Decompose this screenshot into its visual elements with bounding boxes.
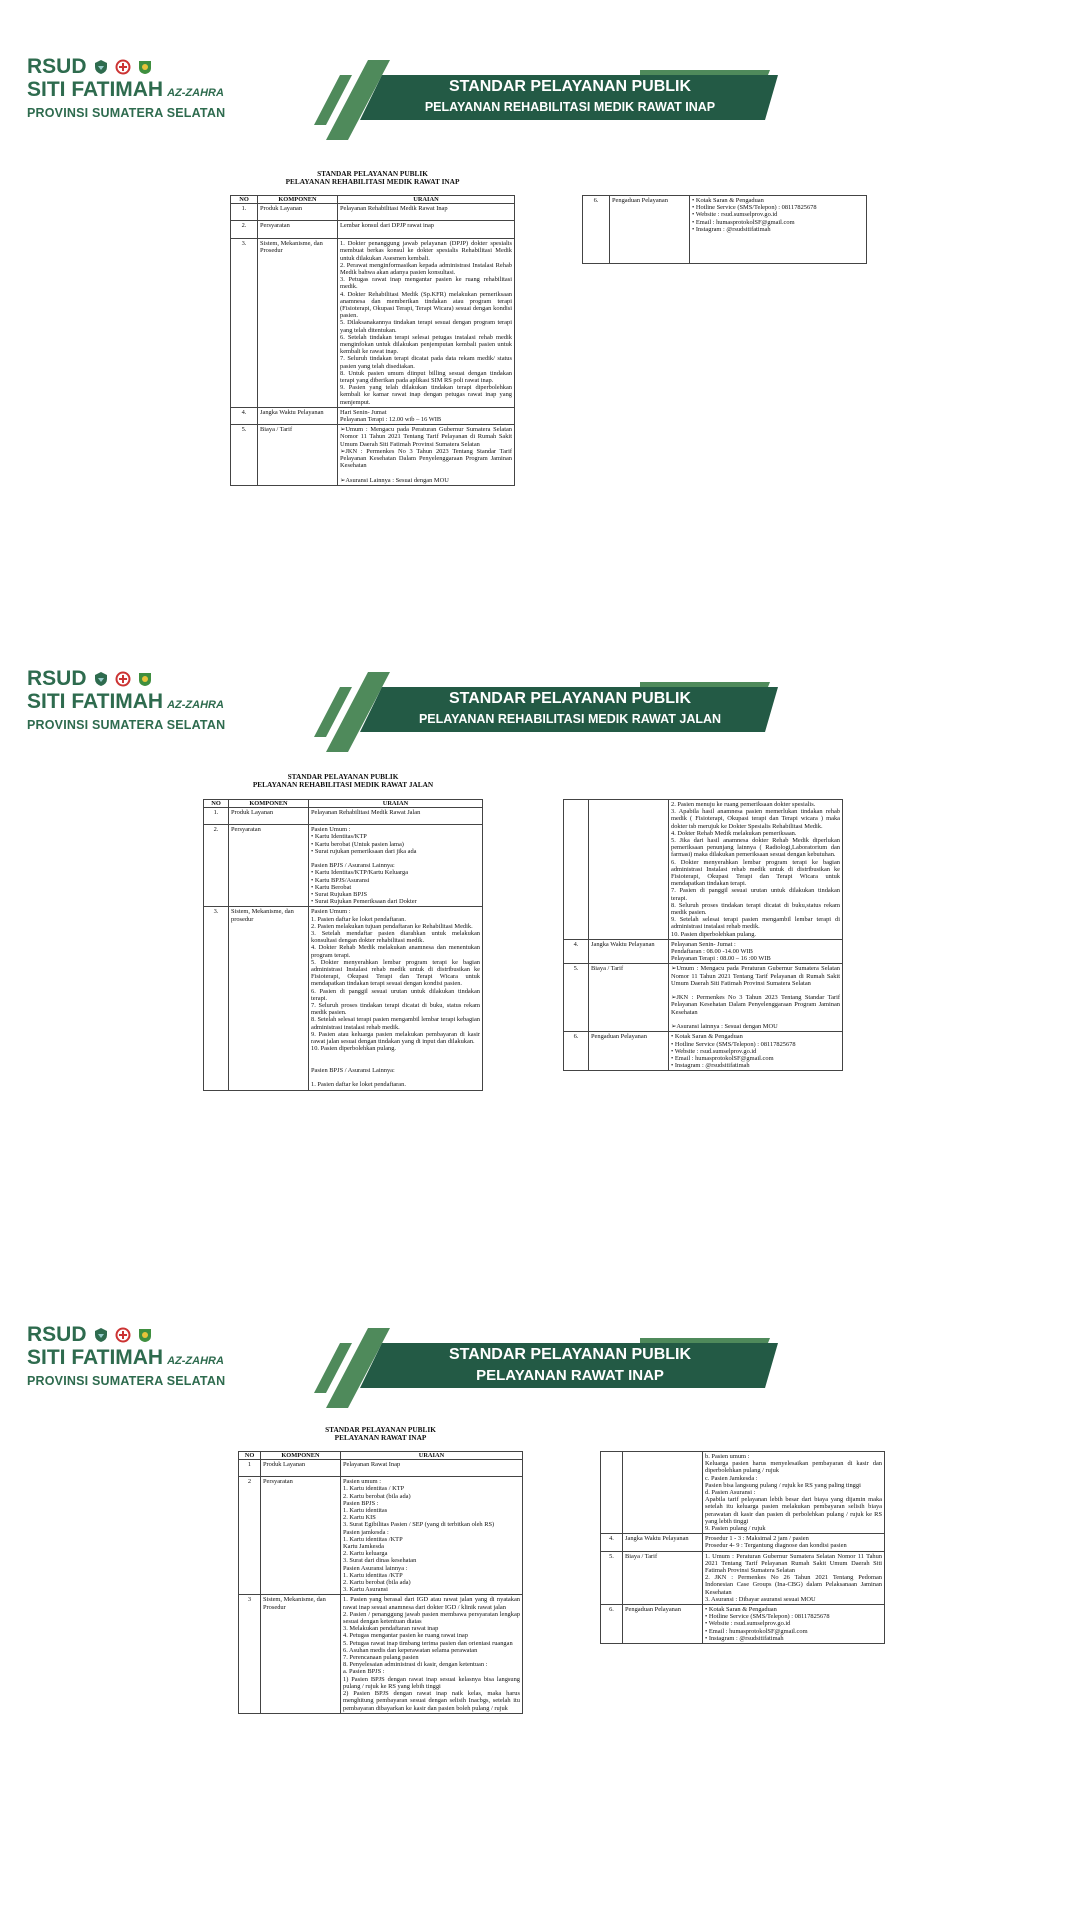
header-no: NO [239,1452,261,1460]
row-no: 6. [583,196,610,264]
title-banner [310,60,780,130]
document-title [230,170,515,186]
row-no: 4. [564,939,589,964]
header-komponen: KOMPONEN [261,1452,341,1460]
row-uraian: Hari Senin- Jumat Pelayanan Terapi : 12.00 wib – 16 WIB [338,407,515,424]
table-row [601,1605,885,1644]
header-no: NO [231,196,258,204]
row-komponen: Persyaratan [258,221,338,239]
logo-line3: PROVINSI SUMATERA SELATAN [27,718,226,732]
table-row [564,1032,843,1071]
standard-table-right [563,799,843,1071]
row-komponen: Biaya / Tarif [623,1551,703,1604]
table-header-row [231,196,515,204]
row-komponen: Sistem, Mekanisme, dan prosedur [229,907,309,1090]
table-row [204,808,483,825]
table-row [204,825,483,907]
row-uraian: Pelayanan Rehabilitasi Medik Rawat Inap [338,204,515,221]
row-komponen: Sistem, Mekanisme, dan Prosedur [258,239,338,408]
banner-title: STANDAR PELAYANAN PUBLIK [448,690,692,707]
document-title [203,773,483,789]
row-no: 4. [601,1534,623,1551]
row-komponen: Persyaratan [261,1477,341,1595]
row-no: 5. [231,425,258,486]
shield-emblem-icon [93,59,109,75]
table-row [239,1595,523,1713]
row-no: 1. [231,204,258,221]
row-uraian: 2. Pasien menuju ke ruang pemeriksaan dokter spesialis. 3. Apabila hasil anamnesa pasien memerlukan tindakan rehab medik ( Fisioterapi, Okupasi terapi dan Terapi wicara ) maka dokter tsb merujuk ke Dokter Spesialis Rehabilitasi Medik. 4. Dokter Rehab Medik melakukan pemeriksaan. 5. Jika dari hasil anamnesa dokter Rehab Medik diperlukan pemeriksaan penunjang lainnya ( Radiologi,Laboratorium dan farmasi) maka dilakukan pemeriksaan sesuai dengan kebutuhan. 6. Dokter menyerahkan lembar program terapi ke bagian administrasi Instalasi rehab medik untuk di distribusikan ke Fisioterapi, Okupasi Terapi dan Terapi Wicara untuk mendapatkan tindakan terapi. 7. Pasien di panggil sesuai urutan untuk dilakukan tindakan terapi. 8. Seluruh proses tindakan terapi dicatat di buku,status rekam medik pasien. 9. Setelah selesai terapi pasien mengambil lembar terapi di administrasi instalasi rehab medik. 10. Pasien diperbolehkan pulang. [669,800,843,940]
cross-emblem-icon [115,671,131,687]
table-row [239,1460,523,1477]
logo-line3: PROVINSI SUMATERA SELATAN [27,1374,226,1388]
header-uraian: URAIAN [338,196,515,204]
standard-table-right [600,1451,885,1644]
row-komponen [589,800,669,940]
table-header-row [204,800,483,808]
logo-line1: RSUD [27,667,87,690]
section-rehab-rawat-jalan [0,640,1080,1300]
row-komponen: Produk Layanan [229,808,309,825]
row-no: 4. [231,407,258,424]
row-uraian: • Kotak Saran & Pengaduan • Hotline Service (SMS/Telepon) : 08117825678 • Website : rsud.sumselprov.go.id • Email : humasprotokolSF@gmail.com • Instagram : @rsudsitifatimah [690,196,867,264]
document-title [238,1426,523,1442]
row-komponen: Pengaduan Pelayanan [623,1605,703,1644]
row-komponen: Jangka Waktu Pelayanan [589,939,669,964]
row-uraian: Pasien umum : 1. Kartu identitas / KTP 2. Kartu berobat (bila ada) Pasien BPJS : 1. Kartu identitas 2. Kartu KIS 3. Surat Egibilitas Pasien / SEP (yang di terbitkan oleh RS) Pasien jamkesda : 1. Kartu identitas /KTP Kartu Jamkesda 2. Kartu keluarga 3. Surat dari dinas kesehatan Pasien Asuransi lainnya : 1. Kartu identitas /KTP 2. Kartu berobat (bila ada) 3. Kartu Asuransi [341,1477,523,1595]
row-komponen: Persyaratan [229,825,309,907]
row-komponen: Sistem, Mekanisme, dan Prosedur [261,1595,341,1713]
row-no: 3 [239,1595,261,1713]
row-no: 2 [239,1477,261,1595]
province-emblem-icon [137,59,153,75]
row-komponen: Jangka Waktu Pelayanan [258,407,338,424]
document-title-line1: STANDAR PELAYANAN PUBLIK [325,1425,436,1434]
shield-emblem-icon [93,1327,109,1343]
table-row [601,1534,885,1551]
row-komponen: Pengaduan Pelayanan [610,196,690,264]
table-row [204,907,483,1090]
logo-line2: SITI FATIMAH [27,78,164,101]
header-uraian: URAIAN [341,1452,523,1460]
row-uraian: Lembar konsul dari DPJP rawat inap [338,221,515,239]
logo-line1: RSUD [27,55,87,78]
row-no: 1 [239,1460,261,1477]
row-no [601,1452,623,1534]
row-no: 3. [204,907,229,1090]
row-no: 2. [204,825,229,907]
title-banner [310,1328,780,1398]
row-uraian: 1. Umum : Peraturan Gubernur Sumatera Selatan Nomor 11 Tahun 2021 Tentang Tarif Pelayanan Rumah Sakit Umum Daerah Siti Fatimah Provinsi Sumatera Selatan 2. JKN : Permenkes No 26 Tahun 2021 Tentang Pedoman Indonesian Case Groups (Ina-CBG) dalam Pelaksanaan Jaminan Kesehatan 3. Asuransi : Dibayar asuransi sesuai MOU [703,1551,885,1604]
row-uraian: ➢Umum : Mengacu pada Peraturan Gubernur Sumatera Selatan Nomor 11 Tahun 2021 Tentang Tarif Pelayanan di Rumah Sakit Umum Daerah Siti Fatimah Provinsi Sumatera Selatan ➢JKN : Permenkes No 3 Tahun 2023 Tentang Standar Tarif Pelayanan Kesehatan Dalam Penyelenggaraan Program Jaminan Kesehatan ➢Asuransi Lainnya : Sesuai dengan MOU [338,425,515,486]
row-uraian: Pelayanan Rawat Inap [341,1460,523,1477]
table-row [239,1477,523,1595]
row-no: 5. [601,1551,623,1604]
province-emblem-icon [137,671,153,687]
shield-emblem-icon [93,671,109,687]
table-row [583,196,867,264]
row-komponen: Jangka Waktu Pelayanan [623,1534,703,1551]
logo-line2: SITI FATIMAH [27,1346,164,1369]
header-komponen: KOMPONEN [258,196,338,204]
row-uraian: • Kotak Saran & Pengaduan • Hotline Service (SMS/Telepon) : 08117825678 • Website : rsud.sumselprov.go.id • Email : humasprotokolSF@gmail.com • Instagram : @rsudsitifatimah [703,1605,885,1644]
table-row [231,204,515,221]
row-no: 5. [564,964,589,1032]
row-uraian: Pasien Umum : • Kartu Identitas/KTP • Kartu berobat (Untuk pasien lama) • Surat rujukan pemeriksaan dari jika ada Pasien BPJS / Asuransi Lainnya: • Kartu Identitas/KTP/Kartu Keluarga • Kartu BPJS/Asuransi • Kartu Berobat • Surat Rujukan BPJS • Surat Rujukan Pemeriksaan dari Dokter [309,825,483,907]
row-komponen: Produk Layanan [261,1460,341,1477]
logo-suffix: AZ-ZAHRA [167,87,224,99]
standard-table-left [238,1451,523,1714]
table-row [601,1452,885,1534]
hospital-logo [27,55,225,121]
standard-table-left [203,799,483,1091]
row-uraian: • Kotak Saran & Pengaduan • Hotline Service (SMS/Telepon) : 08117825678 • Website : rsud.sumselprov.go.id • Email : humasprotokolSF@gmail.com • Instagram : @rsudsitifatimah [669,1032,843,1071]
document-title-line1: STANDAR PELAYANAN PUBLIK [287,772,399,781]
row-uraian: Pelayanan Senin- Jumat : Pendaftaran : 08.00 -14.00 WIB Pelayanan Terapi : 08.00 – 16 :00 WIB [669,939,843,964]
logo-line3: PROVINSI SUMATERA SELATAN [27,106,226,120]
header-no: NO [204,800,229,808]
province-emblem-icon [137,1327,153,1343]
table-row [231,407,515,424]
row-uraian: Pelayanan Rehabilitasi Medik Rawat Jalan [309,808,483,825]
table-row [601,1551,885,1604]
logo-line1: RSUD [27,1323,87,1346]
section-rehab-rawat-inap [0,0,1080,640]
standard-table-right [582,195,867,264]
row-no: 6. [564,1032,589,1071]
row-uraian: ➢Umum : Mengacu pada Peraturan Gubernur Sumatera Selatan Nomor 11 Tahun 2021 Tentang Tarif Pelayanan di Rumah Sakit Umum Daerah Siti Fatimah Provinsi Sumatera Selatan ➢JKN : Permenkes No 3 Tahun 2023 Tentang Standar Tarif Pelayanan Kesehatan Dalam Penyelenggaraan Program Jaminan Kesehatan ➢Asuransi lainnya : Sesuai dengan MOU [669,964,843,1032]
cross-emblem-icon [115,59,131,75]
row-uraian: Pasien Umum : 1. Pasien daftar ke loket pendaftaran. 2. Pasien melakukan tujuan pendaftaran ke Rehabilitasi Medik. 3. Setelah mendaftar pasien diarahkan untuk melakukan konsultasi dengan dokter rehabilitasi medik. 4. Dokter Rehab Medik melakukan anamnesa dan menentukan program terapi. 5. Dokter menyerahkan lembar program terapi ke bagian administrasi Instalasi rehab medik untuk di distribusikan ke Fisioterapi, Okupasi Terapi dan Terapi Wicara untuk mendapatkan tindakan terapi sesuai dengan kondisi pasien. 6. Pasien di panggil sesuai urutan untuk dilakukan tindakan terapi. 7. Seluruh proses tindakan terapi dicatat di buku, status rekam medik pasien. 8. Setelah selesai terapi pasien mengambil lembar terapi kebagian administrasi instalasi rehab medik. 9. Pasien atau keluarga pasien melakukan pembayaran di kasir rawat jalan sesuai dengan tindakan yang di input dan dilakukan. 10. Pasien diperbolehkan pulang. Pasien BPJS / Asuransi Lainnya: 1. Pasien daftar ke loket pendaftaran. [309,907,483,1090]
header-uraian: URAIAN [309,800,483,808]
row-komponen: Pengaduan Pelayanan [589,1032,669,1071]
row-komponen [623,1452,703,1534]
hospital-logo [27,1323,225,1389]
row-komponen: Biaya / Tarif [258,425,338,486]
banner-subtitle: PELAYANAN REHABILITASI MEDIK RAWAT JALAN [418,712,722,726]
document-title-line1: STANDAR PELAYANAN PUBLIK [317,169,428,178]
row-no: 1. [204,808,229,825]
row-no: 2. [231,221,258,239]
cross-emblem-icon [115,1327,131,1343]
banner-title: STANDAR PELAYANAN PUBLIK [448,1346,692,1363]
row-no [564,800,589,940]
row-uraian: b. Pasien umum : Keluarga pasien harus menyelesaikan pembayaran di kasir dan diperbolehkan pulang / rujuk c. Pasien Jamkesda : Pasien bisa langsung pulang / rujuk ke RS yang paling tinggi d. Pasien Asuransi : Apabila tarif pelayanan lebih besar dari biaya yang dijamin maka setelah itu keluarga pasien melakukan pembayaran selisih biaya perawatan di kasir dan pasien di perbolehkan pulang / rujuk ke RS yang lebih tinggi 9. Pasien pulang / rujuk [703,1452,885,1534]
banner-title: STANDAR PELAYANAN PUBLIK [448,78,692,95]
table-row [231,239,515,408]
row-uraian: 1. Pasien yang berasal dari IGD atau rawat jalan yang di nyatakan rawat inap sesuai anamnesa dari dokter IGD / klinik rawat jalan 2. Pasien / penanggung jawab pasien membawa persyaratan lengkap sesuai dengan ketentuan diatas 3. Melakukan pendaftaran rawat inap 4. Petugas mengantar pasien ke ruang rawat inap 5. Petugas rawat inap timbang terima pasien dan orientasi ruangan 6. Asuhan medis dan keperawatan selama perawatan 7. Perencanaan pulang pasien 8. Penyelesaian administrasi di kasir, dengan ketentuan : a. Pasien BPJS : 1) Pasien BPJS dengan rawat inap sesuai kelasnya bisa langsung pulang / rujuk ke RS yang lebih tinggi 2) Pasien BPJS dengan rawat inap naik kelas, maka harus menghitung pembayaran sesuai dengan selisih Inacbgs, setelah itu pembayaran dibayarkan ke kasir dan pasien boleh pulang / rujuk [341,1595,523,1713]
row-uraian: 1. Dokter penanggung jawab pelayanan (DPJP) dokter spesialis membuat berkas konsul ke dokter spesialis Rehabilitasi Medik untuk dilakukan Asesmen kembali. 2. Perawat menginformasikan kepada administrasi Instalasi Rehab Medik bahwa akan adanya pasien konsultasi. 3. Petugas rawat inap mengantar pasien ke ruang rehabilitasi medik. 4. Dokter Rehabilitasi Medik (Sp.KFR) melakukan pemeriksaan anamnesa dan memberikan tindakan atau program terapi (Fisioterapi, Okupasi Terapi, Terapi Wicara) sesuai dengan kondisi pasien. 5. Dilaksanakannya tindakan terapi sesuai dengan program terapi yang telah ditentukan. 6. Setelah tindakan terapi selesai petugas instalasi rehab medik menginfokan untuk dilakukan penjemputan kembali pasien untuk kembali ke rawat inap. 7. Seluruh tindakan terapi dicatat pada data rekam medik/ status pasien yang telah disediakan. 8. Untuk pasien umum diinput billing sesuai dengan tindakan terapi yang diberikan pada aplikasi SIM RS poli rawat inap. 9. Pasien yang telah dilakukan tindakan terapi diperbolehkan kembali ke kamar rawat inap dengan petugas rawat inap yang menjemput. [338,239,515,408]
banner-subtitle: PELAYANAN REHABILITASI MEDIK RAWAT INAP [424,100,716,114]
logo-suffix: AZ-ZAHRA [167,1355,224,1367]
row-komponen: Biaya / Tarif [589,964,669,1032]
hospital-logo [27,667,225,733]
title-banner [310,672,780,742]
table-row [231,425,515,486]
table-row [564,939,843,964]
row-komponen: Produk Layanan [258,204,338,221]
document-title-line2: PELAYANAN REHABILITASI MEDIK RAWAT JALAN [252,780,434,789]
table-row [231,221,515,239]
section-rawat-inap [0,1300,1080,1920]
standard-table-left [230,195,515,486]
header-komponen: KOMPONEN [229,800,309,808]
banner-subtitle: PELAYANAN RAWAT INAP [476,1367,664,1384]
table-row [564,964,843,1032]
document-title-line2: PELAYANAN RAWAT INAP [334,1433,427,1442]
table-header-row [239,1452,523,1460]
table-row [564,800,843,940]
row-no: 3. [231,239,258,408]
document-title-line2: PELAYANAN REHABILITASI MEDIK RAWAT INAP [285,177,460,186]
row-uraian: Prosedur 1 - 3 : Maksimal 2 jam / pasien Prosedur 4- 9 : Tergantung diagnose dan kondisi pasien [703,1534,885,1551]
row-no: 6. [601,1605,623,1644]
logo-suffix: AZ-ZAHRA [167,699,224,711]
logo-line2: SITI FATIMAH [27,690,164,713]
